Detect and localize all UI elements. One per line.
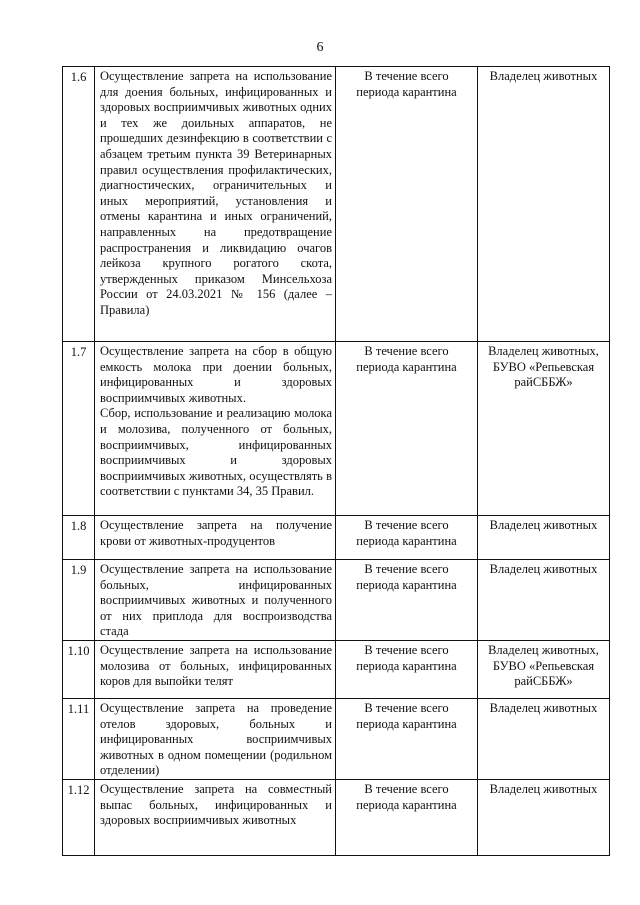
description-paragraph: Осуществление запрета на использование больных, инфицированных восприимчивых животных и полученного от них приплода для воспроизводства стада: [100, 562, 332, 639]
description-paragraph: Осуществление запрета на совместный выпас больных, инфицированных и здоровых восприимчивых животных: [100, 781, 332, 828]
measure-period: [336, 560, 478, 641]
measure-period: [336, 67, 478, 342]
measure-responsible: [478, 698, 610, 779]
measure-description: [95, 342, 336, 516]
measure-period: [336, 342, 478, 516]
measure-period: [336, 779, 478, 855]
measure-responsible: [478, 342, 610, 516]
period-text: В течение всего периода карантина: [356, 344, 457, 374]
responsible-text: Владелец животных: [489, 69, 598, 83]
measure-description: [95, 640, 336, 698]
measure-description: [95, 516, 336, 560]
responsible-text: Владелец животных: [489, 518, 598, 532]
measure-description: [95, 67, 336, 342]
period-text: В течение всего периода карантина: [356, 700, 457, 731]
table-row: [63, 516, 610, 560]
row-number: 1.7: [63, 342, 95, 516]
measure-responsible: [478, 560, 610, 641]
description-paragraph: Осуществление запрета на сбор в общую емкость молока при доении больных, инфицированных и здоровых восприимчивых животных.: [100, 344, 332, 405]
row-number: 1.12: [63, 779, 95, 855]
description-paragraph: Осуществление запрета на использование для доения больных, инфицированных и здоровых восприимчивых животных одних и тех же доильных аппаратов, не прошедших дезинфекцию в соответствии с абзацем третьим пункта 39 Ветеринарных правил осуществления профилактических, диагностических, ограничительных и иных мероприятий, установления и отмены карантина и иных ограничений, направленных на предотвращение распространения и ликвидацию очагов лейкоза крупного рогатого скота, утвержденных приказом Минсельхоза России от 24.03.2021 № 156 (далее – Правила): [100, 69, 332, 317]
description-paragraph: Осуществление запрета на использование молозива от больных, инфицированных коров для выпойки телят: [100, 642, 332, 689]
measure-description: [95, 698, 336, 779]
responsible-text: Владелец животных: [489, 562, 598, 576]
measure-responsible: [478, 640, 610, 698]
measure-period: [336, 640, 478, 698]
table-row: [63, 560, 610, 641]
period-text: В течение всего периода карантина: [356, 69, 457, 99]
row-number: 1.10: [63, 640, 95, 698]
responsible-text: Владелец животных, БУВО «Репьевская райСББЖ»: [488, 344, 599, 390]
table-row: [63, 698, 610, 779]
page-number: 6: [316, 40, 324, 55]
responsible-text: Владелец животных, БУВО «Репьевская райСББЖ»: [488, 642, 599, 689]
table-row: [63, 640, 610, 698]
measure-description: [95, 779, 336, 855]
measure-period: [336, 698, 478, 779]
measure-responsible: [478, 67, 610, 342]
period-text: В течение всего периода карантина: [356, 642, 457, 673]
period-text: В течение всего периода карантина: [356, 781, 457, 812]
description-paragraph: Осуществление запрета на проведение отелов здоровых, больных и инфицированных восприимчивых животных в одном помещении (родильном отделении): [100, 700, 332, 778]
description-paragraph: Осуществление запрета на получение крови от животных-продуцентов: [100, 518, 332, 548]
measures-table: [62, 66, 610, 856]
row-number: 1.9: [63, 560, 95, 641]
table-row: [63, 67, 610, 342]
table-row: [63, 779, 610, 855]
description-paragraph: Сбор, использование и реализацию молока и молозива, полученного от больных, восприимчивых, инфицированных восприимчивых и здоровых восприимчивых животных, осуществлять в соответствии с пунктами 34, 35 Правил.: [100, 406, 332, 499]
measure-period: [336, 516, 478, 560]
row-number: 1.8: [63, 516, 95, 560]
period-text: В течение всего периода карантина: [356, 518, 457, 548]
measure-responsible: [478, 516, 610, 560]
table-row: [63, 342, 610, 516]
responsible-text: Владелец животных: [489, 781, 598, 796]
measure-responsible: [478, 779, 610, 855]
responsible-text: Владелец животных: [489, 700, 598, 715]
row-number: 1.6: [63, 67, 95, 342]
row-number: 1.11: [63, 698, 95, 779]
period-text: В течение всего периода карантина: [356, 562, 457, 592]
measure-description: [95, 560, 336, 641]
